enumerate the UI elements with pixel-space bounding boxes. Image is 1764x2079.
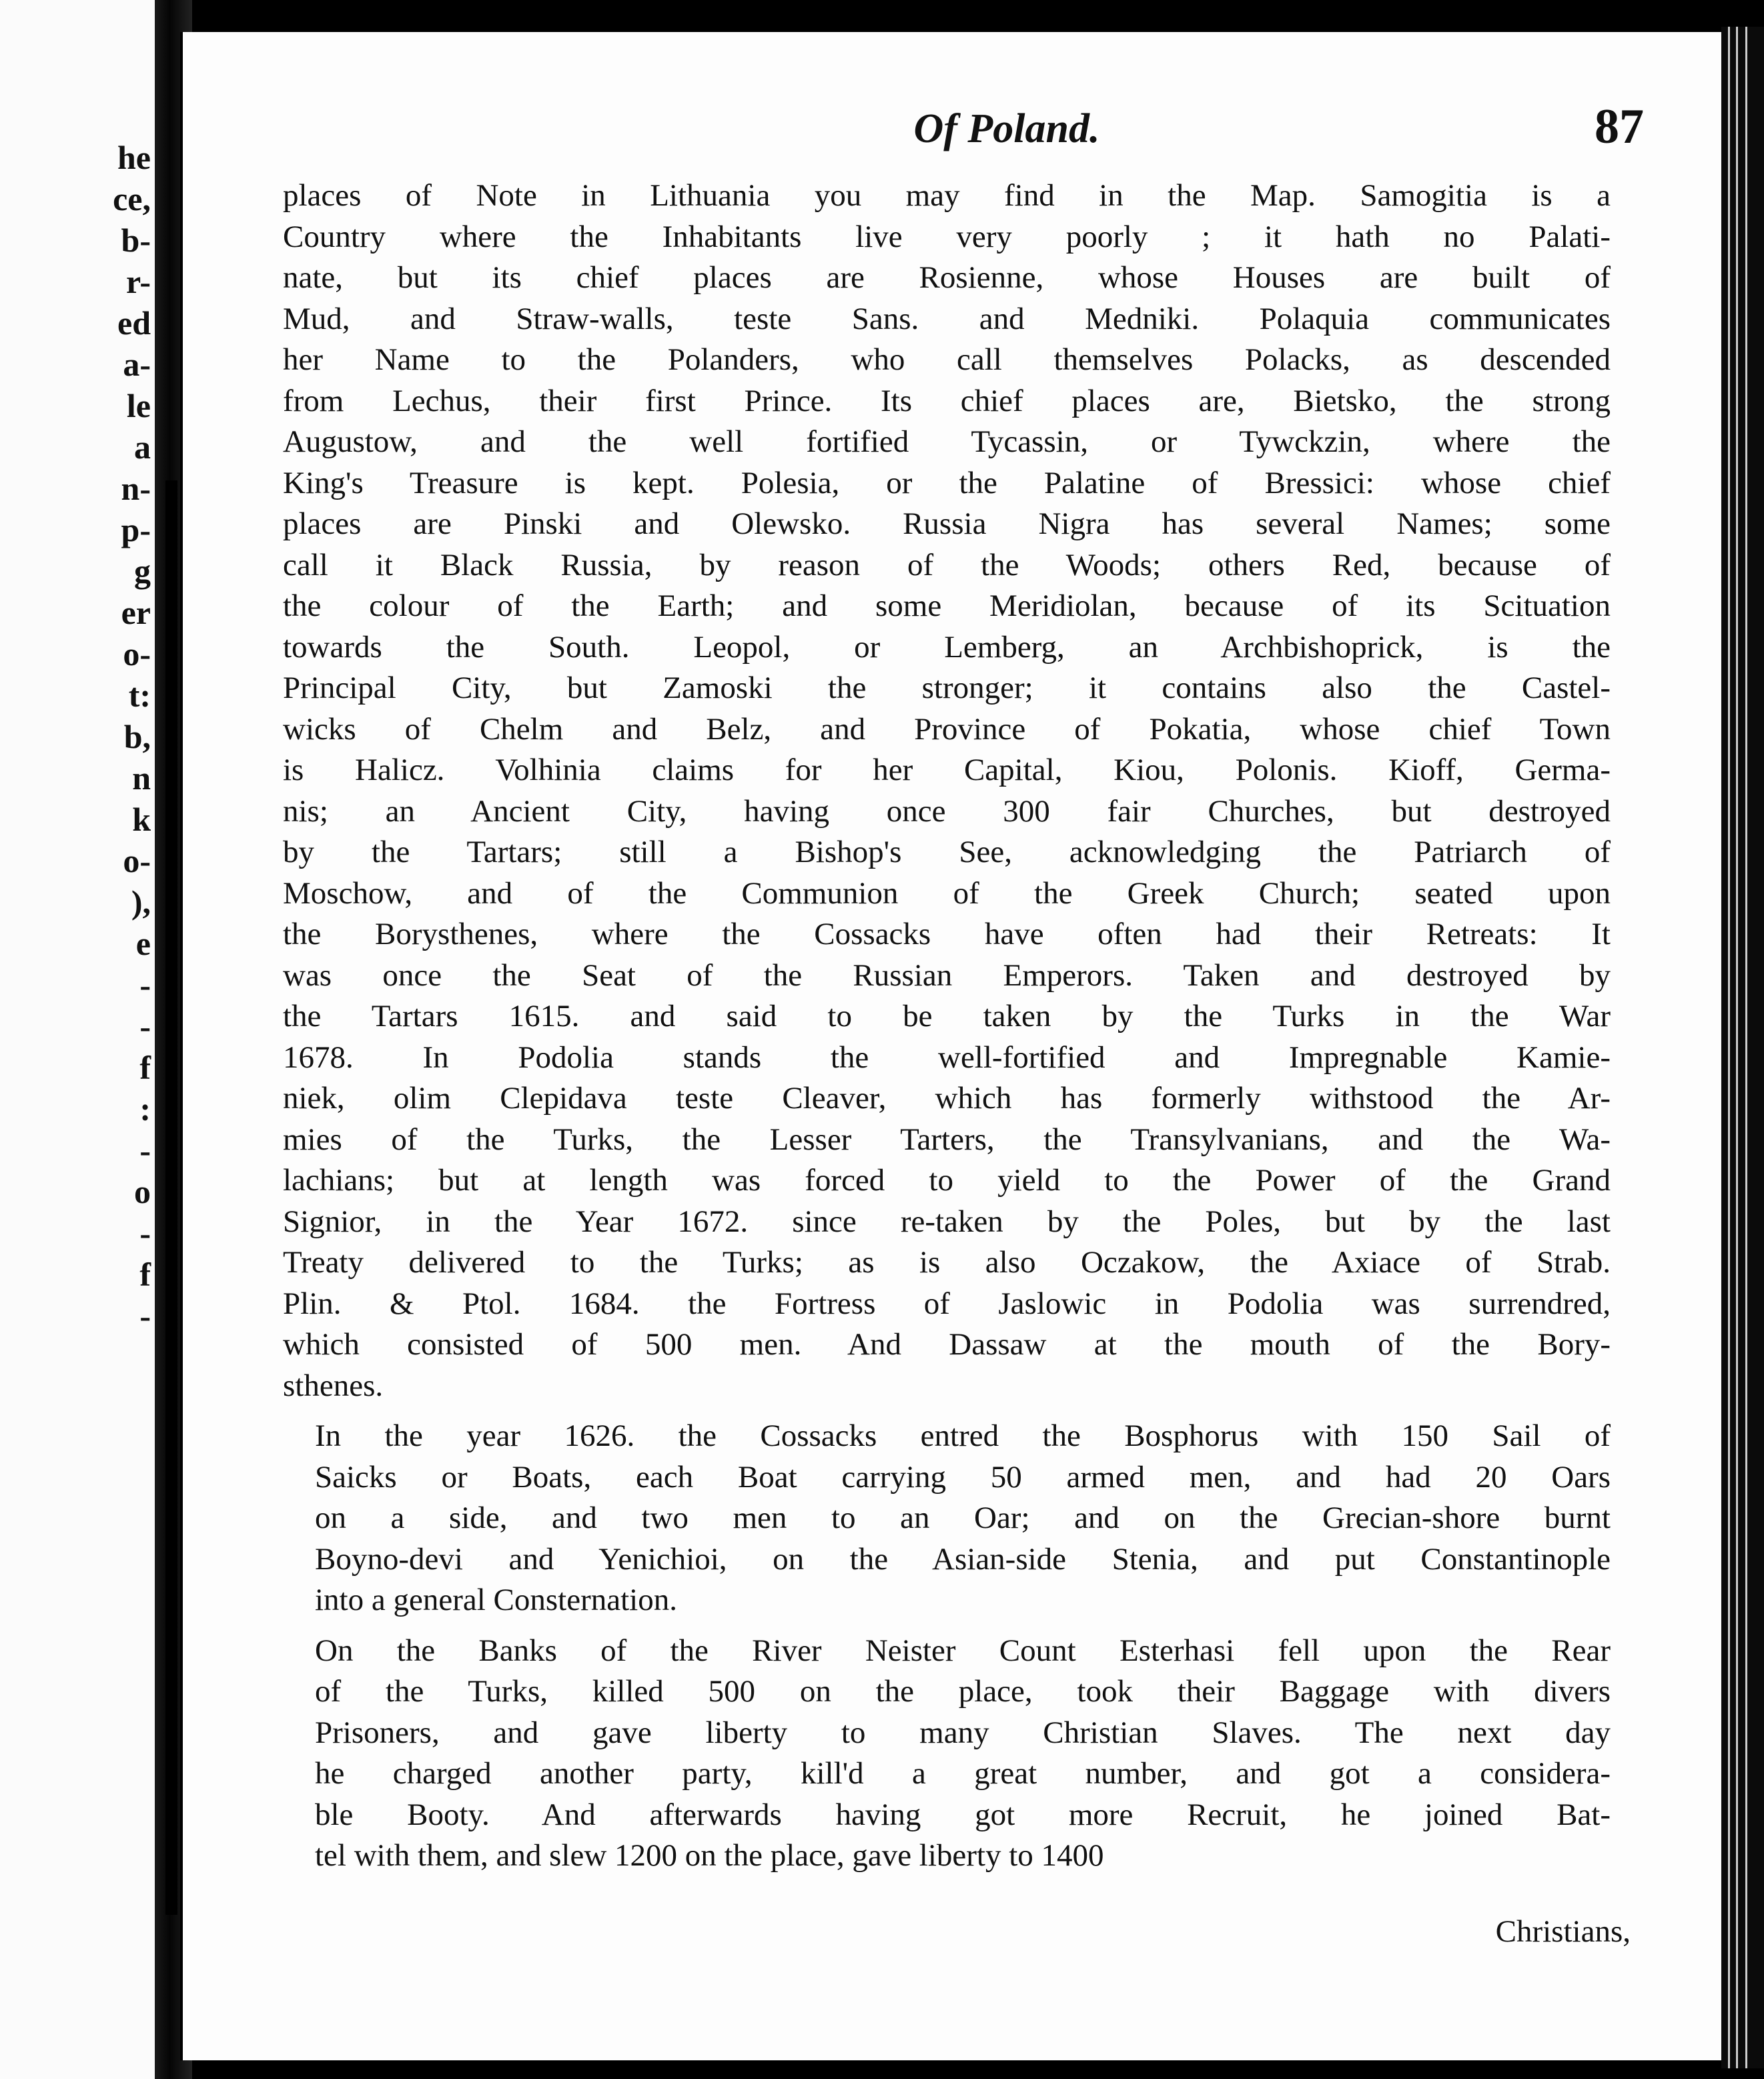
- text-line: from Lechus, their first Prince. Its chief places are, Bietsko, the strong: [283, 383, 1611, 418]
- facing-page-fragment: le: [126, 387, 151, 424]
- text-line: Principal City, but Zamoski the stronger; it contains also the Castel-: [283, 671, 1611, 705]
- text-line: In the year 1626. the Cossacks entred the Bosphorus with 150 Sail of: [315, 1418, 1611, 1453]
- facing-page-fragment: r-: [126, 263, 151, 300]
- text-line: Country where the Inhabitants live very poorly ; it hath no Palati-: [283, 219, 1611, 254]
- body-text: [283, 175, 1611, 1877]
- facing-page-fragment: e: [135, 925, 151, 962]
- facing-page-fragment: a-: [123, 346, 151, 383]
- running-head: Of Poland.: [913, 106, 1100, 151]
- paragraph: [283, 1631, 1611, 1877]
- facing-page-fragment: t:: [128, 677, 151, 714]
- text-line: on a side, and two men to an Oar; and on the Grecian-shore burnt: [315, 1501, 1611, 1535]
- facing-page-fragments: [71, 137, 151, 1336]
- text-line: her Name to the Polanders, who call themselves Polacks, as descended: [283, 342, 1611, 377]
- facing-page-fragment: k: [132, 801, 151, 838]
- text-line: On the Banks of the River Neister Count Esterhasi fell upon the Rear: [315, 1633, 1611, 1668]
- text-line: King's Treasure is kept. Polesia, or the Palatine of Bressici: whose chief: [283, 465, 1611, 500]
- text-line: Plin. & Ptol. 1684. the Fortress of Jaslowic in Podolia was surrendred,: [283, 1286, 1611, 1321]
- text-line: into a general Consternation.: [315, 1583, 677, 1617]
- text-line: the Tartars 1615. and said to be taken by the Turks in the War: [283, 999, 1611, 1033]
- book-page: [180, 32, 1724, 2060]
- text-line: Treaty delivered to the Turks; as is also Oczakow, the Axiace of Strab.: [283, 1245, 1611, 1280]
- facing-page-fragment: g: [134, 552, 151, 590]
- text-line: tel with them, and slew 1200 on the place, gave liberty to 1400: [315, 1838, 1104, 1873]
- facing-page-fragment: f: [139, 1256, 151, 1293]
- text-line: which consisted of 500 men. And Dassaw at the mouth of the Bory-: [283, 1327, 1611, 1362]
- text-line: by the Tartars; still a Bishop's See, acknowledging the Patriarch of: [283, 835, 1611, 869]
- text-line: nis; an Ancient City, having once 300 fair Churches, but destroyed: [283, 793, 1611, 829]
- text-line: niek, olim Clepidava teste Cleaver, which has formerly withstood the Ar-: [283, 1081, 1611, 1116]
- catchword: Christians,: [1495, 1914, 1631, 1949]
- facing-page-fragment: b,: [123, 718, 151, 755]
- facing-page-fragment: ed: [117, 304, 151, 342]
- text-line: ble Booty. And afterwards having got more Recruit, he joined Bat-: [315, 1797, 1611, 1832]
- facing-page-fragment: a: [134, 428, 151, 466]
- paragraph: [283, 175, 1611, 1406]
- text-line: of the Turks, killed 500 on the place, took their Baggage with divers: [315, 1674, 1611, 1709]
- text-line: 1678. In Podolia stands the well-fortified and Impregnable Kamie-: [283, 1040, 1611, 1075]
- facing-page-fragment: ),: [131, 883, 151, 921]
- page-stack-edge: [1721, 27, 1764, 2068]
- facing-page-fragment: -: [139, 1132, 151, 1169]
- text-line: places of Note in Lithuania you may find in the Map. Samogitia is a: [283, 178, 1611, 213]
- facing-page-fragment: -: [139, 1214, 151, 1252]
- text-line: sthenes.: [283, 1368, 384, 1403]
- text-line: mies of the Turks, the Lesser Tarters, the Transylvanians, and the Wa-: [283, 1122, 1611, 1157]
- facing-page-fragment: o: [134, 1173, 151, 1210]
- facing-page-fragment: n-: [121, 470, 151, 507]
- facing-page-fragment: n: [132, 759, 151, 797]
- text-line: call it Black Russia, by reason of the Woods; others Red, because of: [283, 547, 1611, 582]
- facing-page-fragment: er: [121, 594, 151, 631]
- text-line: he charged another party, kill'd a great number, and got a considera-: [315, 1756, 1611, 1791]
- text-line: nate, but its chief places are Rosienne, whose Houses are built of: [283, 260, 1611, 295]
- text-line: Moschow, and of the Communion of the Greek Church; seated upon: [283, 875, 1611, 911]
- facing-page-fragment: -: [139, 1297, 151, 1334]
- text-line: Boyno-devi and Yenichioi, on the Asian-side Stenia, and put Constantinople: [315, 1541, 1611, 1577]
- facing-page-fragment: o-: [123, 842, 151, 879]
- text-line: is Halicz. Volhinia claims for her Capital, Kiou, Polonis. Kioff, Germa-: [283, 753, 1611, 787]
- facing-page-fragment: o-: [123, 635, 151, 673]
- text-line: the colour of the Earth; and some Meridiolan, because of its Scituation: [283, 588, 1611, 623]
- paragraph: [283, 1416, 1611, 1621]
- facing-page-fragment: b-: [121, 222, 151, 259]
- text-line: Augustow, and the well fortified Tycassin, or Tywckzin, where the: [283, 424, 1611, 459]
- page-number: 87: [1595, 99, 1644, 154]
- facing-page-fragment: f: [139, 1049, 151, 1086]
- facing-page-fragment: ce,: [113, 180, 151, 218]
- text-line: Mud, and Straw-walls, teste Sans. and Medniki. Polaquia communicates: [283, 301, 1611, 336]
- text-line: Signior, in the Year 1672. since re-taken by the Poles, but by the last: [283, 1204, 1611, 1239]
- facing-page-fragment: :: [139, 1090, 151, 1128]
- facing-page-fragment: -: [139, 966, 151, 1003]
- text-line: Prisoners, and gave liberty to many Christian Slaves. The next day: [315, 1715, 1611, 1750]
- text-line: was once the Seat of the Russian Emperors. Taken and destroyed by: [283, 957, 1611, 993]
- facing-page-fragment: he: [117, 139, 151, 176]
- text-line: lachians; but at length was forced to yield to the Power of the Grand: [283, 1163, 1611, 1198]
- text-line: Saicks or Boats, each Boat carrying 50 armed men, and had 20 Oars: [315, 1459, 1611, 1495]
- facing-page-edge: [0, 0, 155, 2079]
- text-line: places are Pinski and Olewsko. Russia Nigra has several Names; some: [283, 506, 1611, 541]
- text-line: wicks of Chelm and Belz, and Province of Pokatia, whose chief Town: [283, 711, 1611, 747]
- facing-page-fragment: -: [139, 1007, 151, 1045]
- text-line: the Borysthenes, where the Cossacks have often had their Retreats: It: [283, 917, 1611, 951]
- facing-page-fragment: p-: [121, 511, 151, 548]
- text-line: towards the South. Leopol, or Lemberg, an Archbishoprick, is the: [283, 629, 1611, 665]
